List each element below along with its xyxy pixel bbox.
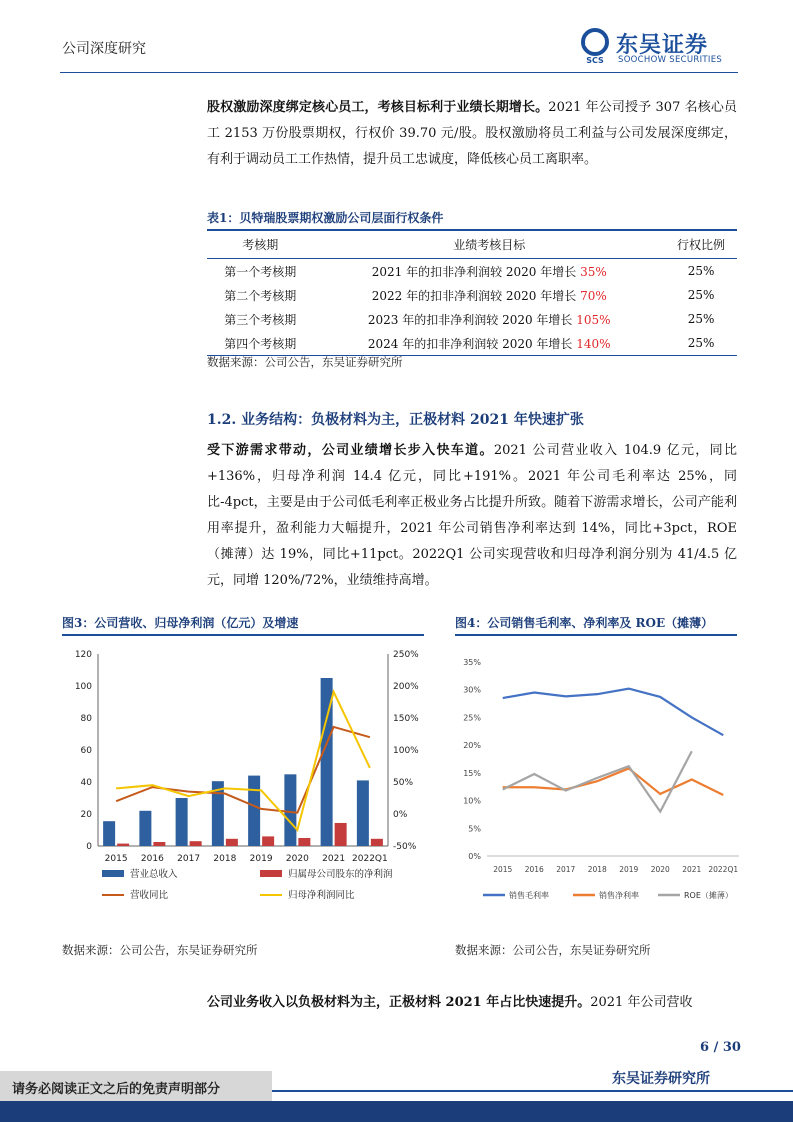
- bar: [335, 823, 347, 846]
- y-tick-label: 15%: [463, 768, 481, 778]
- y2-tick-label: 100%: [393, 746, 419, 756]
- bar: [262, 836, 274, 846]
- table-row: [207, 331, 737, 356]
- bar: [357, 780, 369, 846]
- paragraph-equity-incentive: [207, 95, 737, 173]
- bar: [298, 838, 310, 846]
- x-tick-label: 2015: [104, 854, 128, 864]
- chart-margins: [453, 640, 743, 920]
- table-header-ratio: 行权比例: [665, 230, 737, 259]
- cell-target: 2024 年的扣非净利润较 2020 年增长 140%: [313, 331, 665, 356]
- bar: [176, 798, 188, 846]
- para2-body: 2021 公司营业收入 104.9 亿元，同比+136%，归母净利润 14.4 亿元，同比+191%。2021 年公司毛利率达 25%，同比-4pct，主要是由于公司低毛利率正极业务占比提升所致。随着下游需求增长，公司产能利用率提升，盈利能力大幅提升，2021 年公司销售净利率达到 14%，同比+3pct，ROE（摊薄）达 19%，同比+11pct。2022Q1 公司实现营收和归母净利润分别为 41/4.5 亿元，同增 120%/72%，业绩维持高增。: [207, 443, 737, 588]
- x-tick-label: 2021: [682, 865, 702, 874]
- legend-label: 销售毛利率: [509, 891, 549, 900]
- y-tick-label: 5%: [468, 824, 481, 834]
- table1-source: 数据来源：公司公告，东吴证券研究所: [207, 355, 403, 369]
- fig3-title: 图3：公司营收、归母净利润（亿元）及增速: [62, 616, 299, 630]
- footer-disclaimer-box: [0, 1071, 272, 1101]
- brand-logo: [578, 28, 738, 68]
- fig3-source: 数据来源：公司公告，东吴证券研究所: [62, 943, 258, 957]
- legend-swatch: [102, 870, 124, 877]
- legend-label: 归母净利润同比: [288, 890, 355, 901]
- cell-target: 2021 年的扣非净利润较 2020 年增长 35%: [371, 264, 607, 279]
- bar: [103, 821, 115, 846]
- x-tick-label: 2022Q1: [352, 854, 388, 864]
- cell-target-pct: 140%: [576, 336, 611, 351]
- paragraph-business-mix: [207, 990, 737, 1016]
- fig4-rule: [455, 634, 737, 636]
- x-tick-label: 2018: [213, 854, 237, 864]
- x-tick-label: 2021: [322, 854, 346, 864]
- cell-target-pct: 70%: [580, 288, 607, 303]
- legend-label: 销售净利率: [599, 891, 639, 900]
- para2-lead: 受下游需求带动，公司业绩增长步入快车道。: [207, 443, 494, 458]
- cell-ratio: 25%: [687, 288, 715, 302]
- cell-target: 2022 年的扣非净利润较 2020 年增长 70%: [371, 288, 607, 303]
- y2-tick-label: 50%: [393, 778, 414, 788]
- bar: [371, 839, 383, 846]
- fig4-source: 数据来源：公司公告，东吴证券研究所: [455, 943, 651, 957]
- para3-body: 2021 年公司营收: [590, 995, 693, 1010]
- y-tick-label: 20%: [463, 741, 481, 751]
- cell-target-pct: 35%: [580, 264, 607, 279]
- legend-label: ROE（摊薄）: [684, 891, 733, 900]
- x-tick-label: 2016: [524, 865, 544, 874]
- footer-bar: [0, 1101, 793, 1122]
- series-line: [503, 689, 724, 736]
- logo-mark-icon: [578, 28, 614, 66]
- y2-tick-label: 250%: [393, 650, 419, 660]
- y-tick-label: 60: [80, 746, 92, 756]
- y2-tick-label: 150%: [393, 714, 419, 724]
- y-tick-label: 0: [86, 842, 92, 852]
- y-tick-label: 40: [80, 778, 92, 788]
- x-tick-label: 2017: [556, 865, 576, 874]
- bar: [248, 776, 260, 846]
- header-section-label: 公司深度研究: [62, 41, 146, 57]
- y-tick-label: 20: [80, 810, 92, 820]
- cell-ratio: 25%: [687, 264, 715, 278]
- footer-disclaimer: 请务必阅读正文之后的免责声明部分: [12, 1082, 221, 1097]
- y-tick-label: 0%: [468, 852, 481, 861]
- x-tick-label: 2020: [650, 865, 670, 874]
- fig3-rule: [62, 634, 424, 636]
- legend-label: 归属母公司股东的净利润: [288, 869, 393, 880]
- footer-rule: [272, 1090, 793, 1092]
- paragraph-business-growth: [207, 438, 737, 594]
- x-tick-label: 2015: [493, 865, 513, 874]
- logo-cn: 东吴证券: [616, 33, 709, 58]
- cell-period: 第二个考核期: [224, 288, 297, 303]
- bar: [117, 844, 129, 846]
- cell-target-pct: 105%: [576, 312, 611, 327]
- footer-org: 东吴证券研究所: [612, 1071, 710, 1087]
- para3-lead: 公司业务收入以负极材料为主，正极材料 2021 年占比快速提升。: [207, 995, 591, 1010]
- fig4-title: 图4：公司销售毛利率、净利率及 ROE（摊薄）: [455, 616, 714, 630]
- y-tick-label: 35%: [463, 658, 481, 667]
- legend-label: 营业总收入: [130, 869, 178, 880]
- y2-tick-label: 200%: [393, 682, 419, 692]
- logo-en: SOOCHOW SECURITIES: [618, 55, 723, 65]
- para1-lead: 股权激励深度绑定核心员工，考核目标利于业绩长期增长。: [207, 100, 549, 115]
- y-tick-label: 25%: [463, 713, 481, 723]
- chart-revenue-profit: [60, 640, 432, 920]
- bar: [190, 841, 202, 846]
- table1: [207, 229, 737, 356]
- legend-label: 营收同比: [130, 890, 169, 901]
- bar: [139, 811, 151, 846]
- y-tick-label: 100: [74, 682, 92, 692]
- legend-swatch: [260, 870, 282, 877]
- cell-period: 第一个考核期: [224, 264, 297, 279]
- header-rule: [60, 72, 738, 73]
- x-tick-label: 2017: [177, 854, 201, 864]
- x-tick-label: 2016: [140, 854, 164, 864]
- page-number: 6 / 30: [700, 1040, 741, 1055]
- x-tick-label: 2019: [619, 865, 639, 874]
- bar: [153, 842, 165, 846]
- bar: [284, 774, 296, 846]
- x-tick-label: 2022Q1: [708, 865, 739, 874]
- y-tick-label: 10%: [463, 796, 481, 806]
- y-tick-label: 120: [74, 650, 92, 660]
- x-tick-label: 2019: [249, 854, 273, 864]
- bar: [226, 839, 238, 846]
- y-tick-label: 80: [80, 714, 92, 724]
- section-heading: 1.2. 业务结构：负极材料为主，正极材料 2021 年快速扩张: [207, 412, 584, 428]
- table-row: [207, 283, 737, 307]
- y-tick-label: 30%: [463, 685, 481, 695]
- table-row: [207, 307, 737, 331]
- x-tick-label: 2018: [587, 865, 607, 874]
- x-tick-label: 2020: [285, 854, 309, 864]
- table1-title: 表1：贝特瑞股票期权激励公司层面行权条件: [207, 211, 444, 225]
- logo-mark-text: SCS: [586, 56, 604, 65]
- table-row: [207, 259, 737, 284]
- cell-target: 2023 年的扣非净利润较 2020 年增长 105%: [367, 312, 611, 327]
- cell-period: 第四个考核期: [207, 331, 313, 356]
- y2-tick-label: 0%: [393, 810, 408, 820]
- cell-ratio: 25%: [665, 331, 737, 356]
- table-header-target: 业绩考核目标: [313, 230, 665, 259]
- cell-ratio: 25%: [687, 312, 715, 326]
- y2-tick-label: -50%: [393, 842, 417, 852]
- para1-body: 2021 年公司授予 307 名核心员工 2153 万份股票期权，行权价 39.70 元/股。股权激励将员工利益与公司发展深度绑定，有利于调动员工工作热情，提升员工忠诚度，降低核心员工离职率。: [207, 100, 737, 167]
- table-header-period: 考核期: [207, 230, 313, 259]
- cell-period: 第三个考核期: [224, 312, 297, 327]
